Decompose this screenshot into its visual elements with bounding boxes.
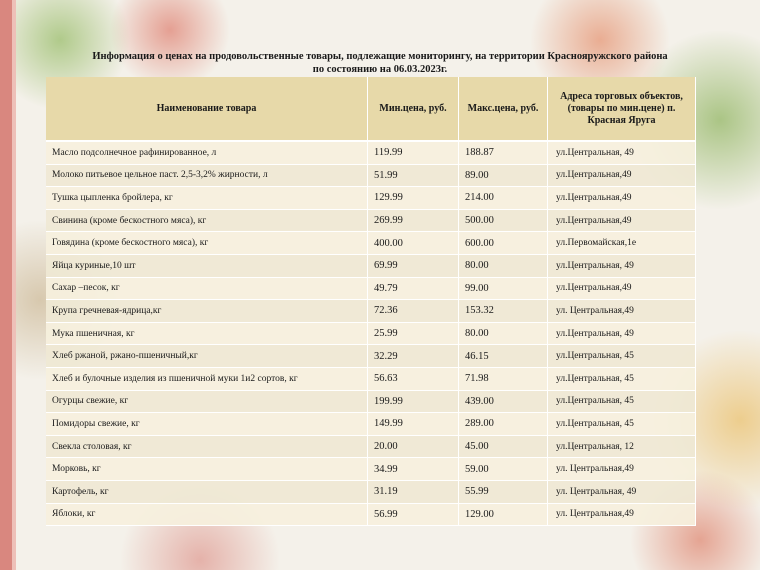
min-price-cell: 31.19 [368, 481, 459, 504]
min-price-cell: 51.99 [368, 165, 459, 188]
address-cell: ул.Центральная, 45 [548, 413, 696, 436]
max-price-cell: 153.32 [459, 300, 548, 323]
max-price-cell: 89.00 [459, 165, 548, 188]
address-cell: ул.Центральная, 49 [548, 323, 696, 346]
min-price-cell: 119.99 [368, 142, 459, 165]
min-price-cell: 25.99 [368, 323, 459, 346]
document-title [20, 50, 740, 76]
product-name-cell: Яйца куриные,10 шт [46, 255, 368, 278]
product-name-cell: Молоко питьевое цельное паст. 2,5-3,2% жирности, л [46, 165, 368, 188]
product-name-cell: Хлеб ржаной, ржано-пшеничный,кг [46, 345, 368, 368]
address-cell: ул. Центральная,49 [548, 300, 696, 323]
min-price-cell: 32.29 [368, 345, 459, 368]
address-cell: ул.Центральная, 45 [548, 391, 696, 414]
table-row [46, 436, 696, 459]
min-price-cell: 56.63 [368, 368, 459, 391]
product-name-cell: Крупа гречневая-ядрица,кг [46, 300, 368, 323]
address-cell: ул.Центральная, 49 [548, 255, 696, 278]
address-cell: ул.Центральная,49 [548, 165, 696, 188]
max-price-cell: 214.00 [459, 187, 548, 210]
left-accent-bar [0, 0, 12, 570]
table-row [46, 413, 696, 436]
product-name-cell: Мука пшеничная, кг [46, 323, 368, 346]
product-name-cell: Огурцы свежие, кг [46, 391, 368, 414]
address-cell: ул. Центральная, 49 [548, 481, 696, 504]
address-cell: ул.Центральная, 45 [548, 345, 696, 368]
address-cell: ул.Первомайская,1е [548, 232, 696, 255]
header-store-address: Адреса торговых объектов, (товары по мин.цене) п. Красная Яруга [548, 77, 696, 142]
min-price-cell: 20.00 [368, 436, 459, 459]
product-name-cell: Яблоки, кг [46, 504, 368, 527]
max-price-cell: 80.00 [459, 255, 548, 278]
product-name-cell: Тушка цыпленка бройлера, кг [46, 187, 368, 210]
address-cell: ул.Центральная, 12 [548, 436, 696, 459]
address-cell: ул. Центральная,49 [548, 504, 696, 527]
max-price-cell: 46.15 [459, 345, 548, 368]
address-cell: ул.Центральная,49 [548, 278, 696, 301]
max-price-cell: 500.00 [459, 210, 548, 233]
product-name-cell: Говядина (кроме бескостного мяса), кг [46, 232, 368, 255]
address-cell: ул.Центральная, 45 [548, 368, 696, 391]
product-name-cell: Картофель, кг [46, 481, 368, 504]
min-price-cell: 56.99 [368, 504, 459, 527]
table-header-row [46, 77, 696, 142]
product-name-cell: Сахар –песок, кг [46, 278, 368, 301]
min-price-cell: 129.99 [368, 187, 459, 210]
max-price-cell: 99.00 [459, 278, 548, 301]
table-row [46, 210, 696, 233]
min-price-cell: 400.00 [368, 232, 459, 255]
min-price-cell: 269.99 [368, 210, 459, 233]
product-name-cell: Морковь, кг [46, 458, 368, 481]
max-price-cell: 600.00 [459, 232, 548, 255]
left-accent-stripe [12, 0, 16, 570]
table-row [46, 142, 696, 165]
table-row [46, 232, 696, 255]
min-price-cell: 149.99 [368, 413, 459, 436]
max-price-cell: 55.99 [459, 481, 548, 504]
address-cell: ул.Центральная,49 [548, 187, 696, 210]
price-table [46, 77, 696, 526]
max-price-cell: 289.00 [459, 413, 548, 436]
address-cell: ул. Центральная,49 [548, 458, 696, 481]
min-price-cell: 69.99 [368, 255, 459, 278]
price-table-container [46, 77, 696, 526]
table-row [46, 345, 696, 368]
table-row [46, 255, 696, 278]
table-row [46, 187, 696, 210]
min-price-cell: 49.79 [368, 278, 459, 301]
title-line-1: Информация о ценах на продовольственные товары, подлежащие мониторингу, на территории Краснояружского района [92, 51, 668, 62]
min-price-cell: 34.99 [368, 458, 459, 481]
table-body [46, 142, 696, 526]
product-name-cell: Свекла столовая, кг [46, 436, 368, 459]
table-row [46, 300, 696, 323]
header-min-price: Мин.цена, руб. [368, 77, 459, 142]
table-row [46, 458, 696, 481]
table-row [46, 481, 696, 504]
product-name-cell: Помидоры свежие, кг [46, 413, 368, 436]
product-name-cell: Масло подсолнечное рафинированное, л [46, 142, 368, 165]
max-price-cell: 129.00 [459, 504, 548, 527]
max-price-cell: 439.00 [459, 391, 548, 414]
address-cell: ул.Центральная, 49 [548, 142, 696, 165]
max-price-cell: 59.00 [459, 458, 548, 481]
product-name-cell: Свинина (кроме бескостного мяса), кг [46, 210, 368, 233]
max-price-cell: 45.00 [459, 436, 548, 459]
min-price-cell: 199.99 [368, 391, 459, 414]
address-cell: ул.Центральная,49 [548, 210, 696, 233]
table-row [46, 165, 696, 188]
product-name-cell: Хлеб и булочные изделия из пшеничной муки 1и2 сортов, кг [46, 368, 368, 391]
header-product-name: Наименование товара [46, 77, 368, 142]
min-price-cell: 72.36 [368, 300, 459, 323]
max-price-cell: 80.00 [459, 323, 548, 346]
header-max-price: Макс.цена, руб. [459, 77, 548, 142]
max-price-cell: 71.98 [459, 368, 548, 391]
table-row [46, 391, 696, 414]
table-row [46, 278, 696, 301]
title-line-2: по состоянию на 06.03.2023г. [312, 64, 448, 75]
max-price-cell: 188.87 [459, 142, 548, 165]
table-row [46, 504, 696, 527]
table-row [46, 368, 696, 391]
table-row [46, 323, 696, 346]
